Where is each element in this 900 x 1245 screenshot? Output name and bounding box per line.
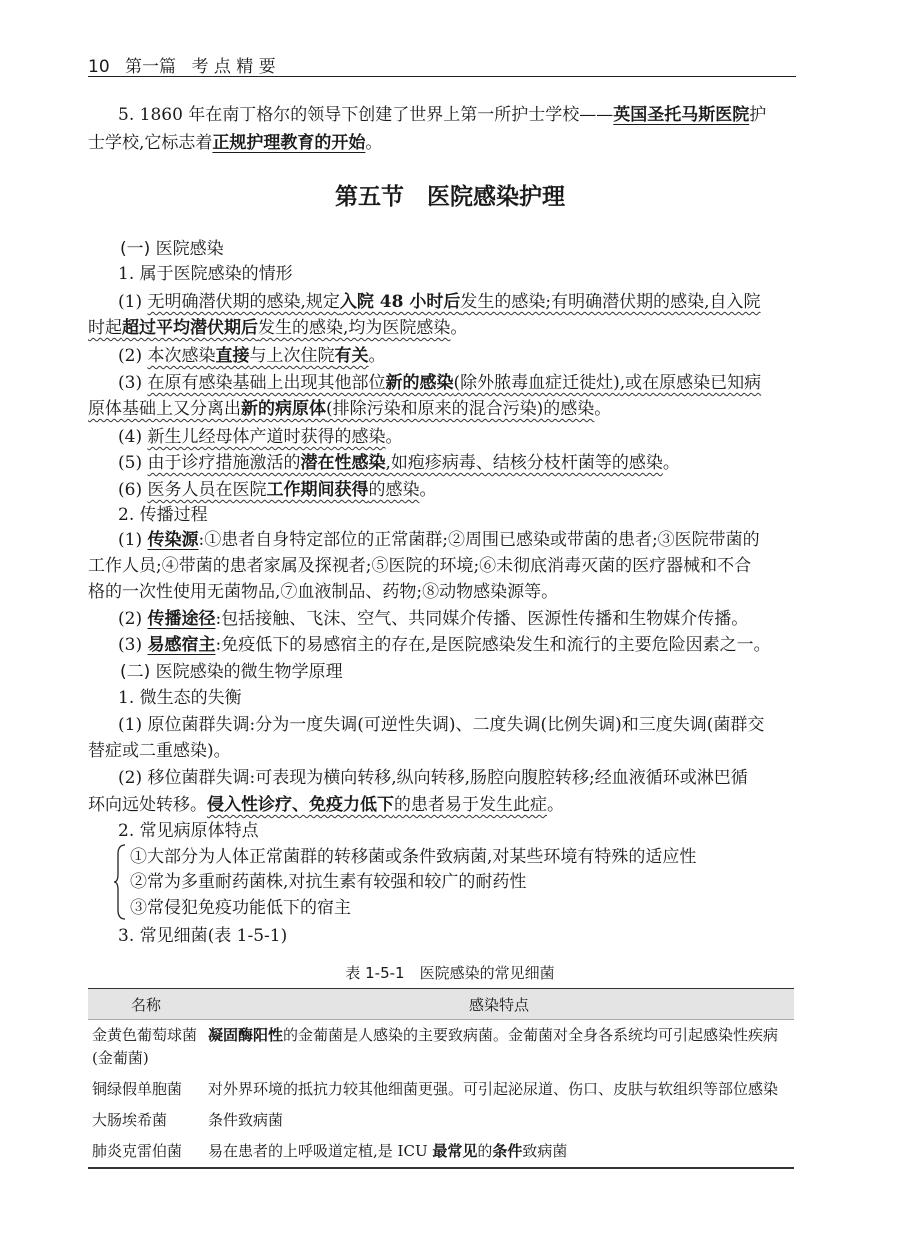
item-6: (6) 医务人员在医院工作期间获得的感染。: [118, 480, 437, 500]
left-brace: [114, 844, 126, 920]
col-header-name: 名称: [88, 989, 204, 1020]
route-line: (2) 传播途径:包括接触、飞沫、空气、共同媒介传播、医源性传播和生物媒介传播。: [118, 609, 749, 629]
item-4: (4) 新生儿经母体产道时获得的感染。: [118, 427, 403, 447]
bacteria-name: 金黄色葡萄球菌(金葡菌): [92, 1026, 198, 1067]
bacteria-feature: 对外界环境的抵抗力较其他细菌更强。可引起泌尿道、伤口、皮肤与软组织等部位感染: [208, 1080, 779, 1098]
item-1-line-2: 时起超过平均潜伏期后发生的感染,均为医院感染。: [88, 318, 468, 338]
item-3-line-2: 原体基础上又分离出新的病原体(排除污染和原来的混合污染)的感染。: [88, 399, 612, 419]
sub-heading-3: 1. 微生态的失衡: [118, 688, 242, 708]
pathogen-point-1: ①大部分为人体正常菌群的转移菌或条件致病菌,对某些环境有特殊的适应性: [130, 847, 697, 867]
source-line-3: 格的一次性使用无菌物品,⑦血液制品、药物;⑧动物感染源等。: [88, 582, 559, 602]
section-label: 考 点 精 要: [191, 57, 276, 77]
sub-heading: 1. 属于医院感染的情形: [118, 264, 293, 284]
item-2: (2) 本次感染直接与上次住院有关。: [118, 346, 386, 366]
table-caption: 表 1-5-1 医院感染的常见细菌: [345, 964, 555, 982]
running-header: [88, 52, 796, 78]
col-header-features: 感染特点: [204, 989, 794, 1020]
table-row: [88, 1136, 794, 1168]
source-line-1: (1) 传染源:①患者自身特定部位的正常菌群;②周围已感染或带菌的患者;③医院带菌的: [118, 530, 760, 550]
pathogen-point-2: ②常为多重耐药菌株,对抗生素有较强和较广的耐药性: [130, 872, 527, 892]
header-rule: [88, 76, 796, 77]
bacteria-feature: 易在患者的上呼吸道定植,是 ICU 最常见的条件致病菌: [204, 1136, 794, 1168]
item-1-line-1: (1) 无明确潜伏期的感染,规定入院 48 小时后发生的感染;有明确潜伏期的感染,自入院: [118, 292, 761, 312]
table-header-row: [88, 989, 794, 1020]
table-row: [88, 1074, 794, 1105]
part-label: 第一篇: [125, 57, 177, 77]
micro-1-line-1: (1) 原位菌群失调:分为一度失调(可逆性失调)、二度失调(比例失调)和三度失调(菌群交: [118, 715, 765, 735]
page-number: 10: [88, 57, 110, 77]
item-5: (5) 由于诊疗措施激活的潜在性感染,如疱疹病毒、结核分枝杆菌等的感染。: [118, 453, 680, 473]
host-line: (3) 易感宿主:免疫低下的易感宿主的存在,是医院感染发生和流行的主要危险因素之一。: [118, 635, 771, 655]
intro-line-2: 士学校,它标志着正规护理教育的开始。: [88, 133, 383, 153]
bacteria-feature: 条件致病菌: [208, 1111, 284, 1129]
bacteria-name: 肺炎克雷伯菌: [88, 1136, 204, 1168]
item-3-line-1: (3) 在原有感染基础上出现其他部位新的感染(除外脓毒血症迁徙灶),或在原感染已知病: [118, 373, 762, 393]
heading-1: (一) 医院感染: [120, 239, 224, 259]
pathogen-point-3: ③常侵犯免疫功能低下的宿主: [130, 898, 351, 918]
sub-heading-2: 2. 传播过程: [118, 505, 208, 525]
table-row: [88, 1020, 794, 1075]
table-row: [88, 1105, 794, 1136]
bacteria-name: 大肠埃希菌: [92, 1111, 168, 1129]
micro-1-line-2: 替症或二重感染)。: [88, 741, 231, 761]
micro-2-line-1: (2) 移位菌群失调:可表现为横向转移,纵向转移,肠腔向腹腔转移;经血液循环或淋巴循: [118, 768, 748, 788]
bacteria-feature: 凝固酶阳性的金葡菌是人感染的主要致病菌。金葡菌对全身各系统均可引起感染性疾病: [208, 1026, 779, 1044]
micro-2-line-2: 环向远处转移。侵入性诊疗、免疫力低下的患者易于发生此症。: [88, 795, 564, 815]
bacteria-name: 铜绿假单胞菌: [92, 1080, 183, 1098]
section-title: 第五节 医院感染护理: [335, 184, 565, 210]
source-line-2: 工作人员;④带菌的患者家属及探视者;⑤医院的环境;⑥未彻底消毒灭菌的医疗器械和不合: [88, 556, 752, 576]
sub-heading-4: 2. 常见病原体特点: [118, 821, 259, 841]
sub-heading-5: 3. 常见细菌(表 1-5-1): [118, 926, 288, 946]
heading-2: (二) 医院感染的微生物学原理: [120, 662, 343, 682]
intro-line-1: 5. 1860 年在南丁格尔的领导下创建了世界上第一所护士学校——英国圣托马斯医院护: [118, 105, 767, 125]
bacteria-table: [88, 988, 794, 1169]
